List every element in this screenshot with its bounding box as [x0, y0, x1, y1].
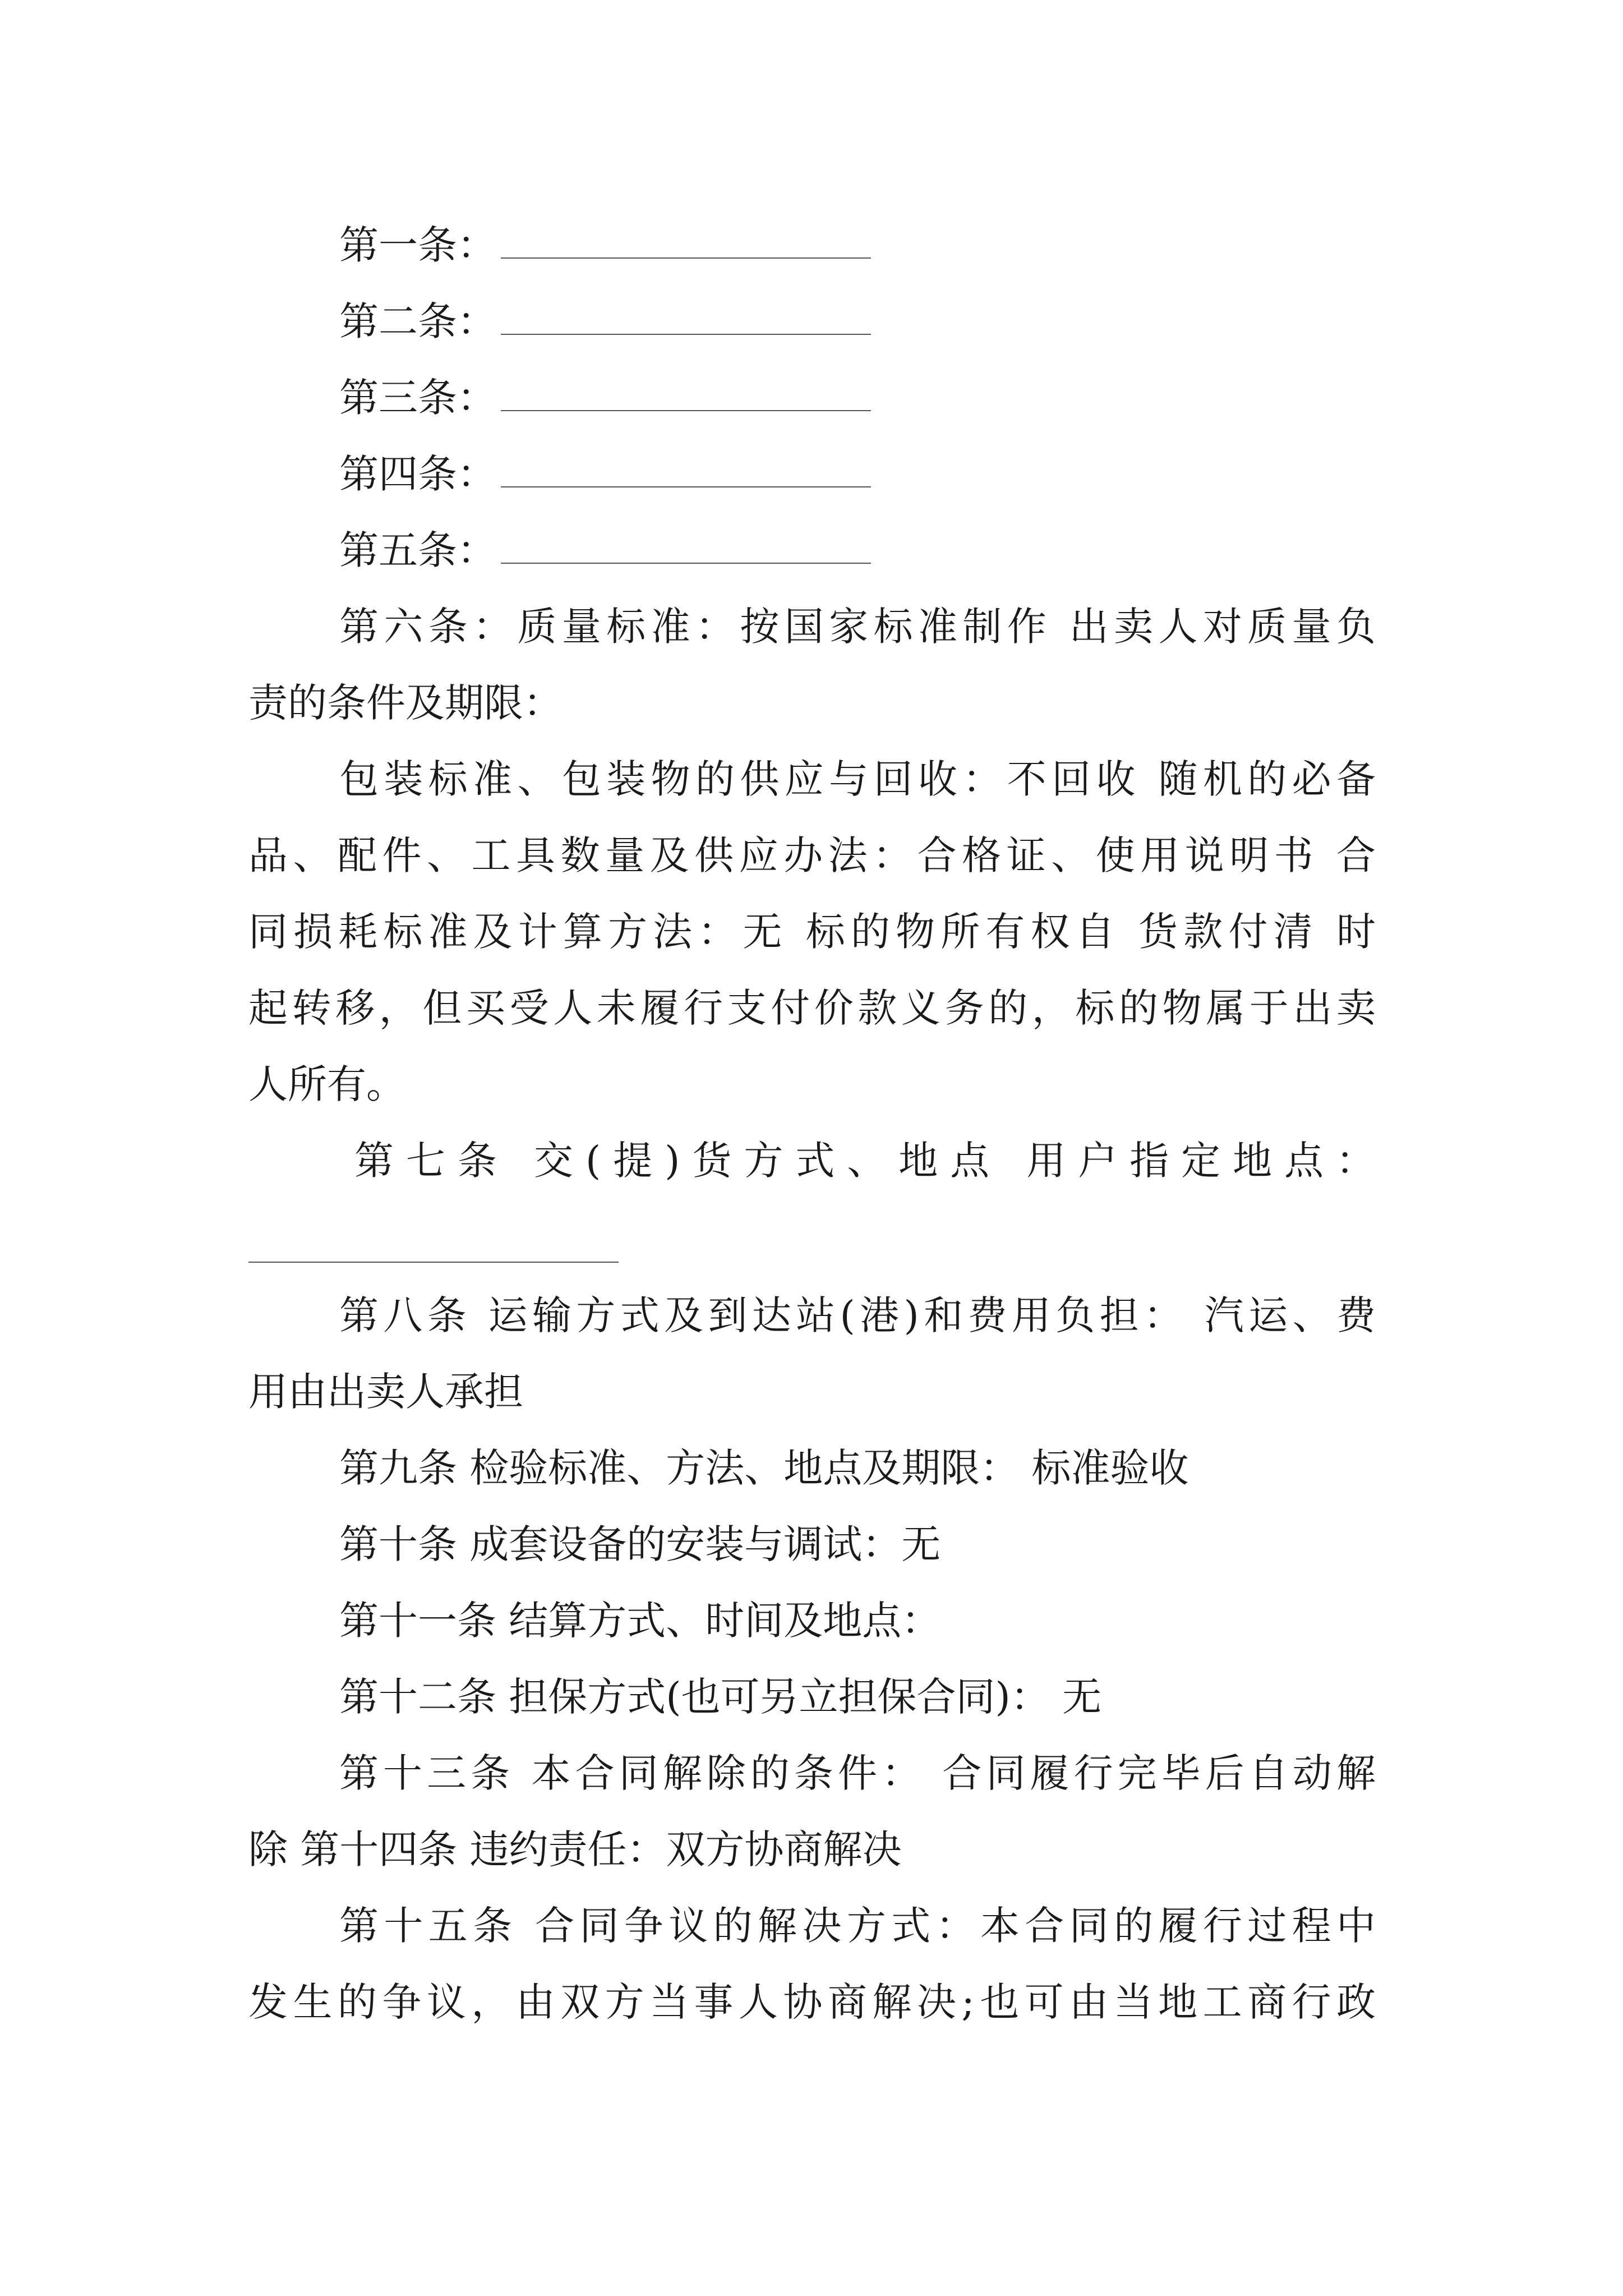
clause-8-line-1	[339, 1290, 1376, 1341]
packaging-line-4	[248, 983, 1376, 1033]
clause-1-label: 第一条：	[339, 222, 496, 268]
clause-4-blank	[501, 455, 871, 487]
clause-11-text: 第十一条 结算方式、时间及地点：	[339, 1598, 941, 1644]
packaging-line-5	[248, 1059, 405, 1110]
clause-13-line-1	[339, 1748, 1376, 1798]
clause-2	[339, 296, 871, 347]
packaging-text-5: 人所有。	[248, 1061, 405, 1107]
clause-3-label: 第三条：	[339, 375, 496, 421]
clause-8-line-2	[248, 1366, 523, 1417]
clause-2-blank	[501, 302, 871, 335]
clause-6-line-1	[339, 601, 1376, 652]
clause-12-line	[339, 1672, 1101, 1722]
packaging-line-2	[248, 830, 1376, 881]
clause-7-line	[354, 1135, 1375, 1186]
packaging-line-3	[248, 907, 1376, 957]
clause-12-text: 第十二条 担保方式(也可另立担保合同)： 无	[339, 1674, 1102, 1720]
clause-5	[339, 525, 871, 576]
clause-7-blank	[248, 1262, 619, 1263]
clause-10-line	[339, 1519, 940, 1570]
clause-15-line-1	[339, 1901, 1376, 1951]
clause-2-label: 第二条：	[339, 298, 496, 344]
clause-9-text: 第九条 检验标准、方法、地点及期限： 标准验收	[339, 1445, 1189, 1491]
clause-3	[339, 372, 871, 423]
clause-15-text-1: 第十五条 合同争议的解决方式：本合同的履行过程中	[339, 1903, 1376, 1949]
clause-6-text-2: 责的条件及期限：	[248, 680, 562, 726]
packaging-text-3: 同损耗标准及计算方法：无 标的物所有权自 货款付清 时	[248, 909, 1376, 955]
clause-4	[339, 449, 871, 499]
clause-8-text-2: 用由出卖人承担	[248, 1369, 523, 1415]
clause-15-text-2: 发生的争议，由双方当事人协商解决;也可由当地工商行政	[248, 1979, 1376, 2025]
clause-15-line-2	[248, 1977, 1376, 2027]
clause-6-line-2	[248, 678, 562, 728]
clause-13-text-2: 除 第十四条 违约责任：双方协商解决	[248, 1826, 902, 1872]
clause-3-blank	[501, 379, 871, 411]
clause-11-line	[339, 1595, 940, 1646]
clause-13-line-2	[248, 1824, 902, 1875]
clause-7-text: 第七条 交(提)货方式、地点 用户指定地点：	[354, 1138, 1375, 1184]
clause-8-text-1: 第八条 运输方式及到达站(港)和费用负担： 汽运、费	[339, 1292, 1376, 1338]
clause-6-text-1: 第六条：质量标准：按国家标准制作 出卖人对质量负	[339, 604, 1376, 650]
packaging-line-1	[339, 754, 1376, 804]
clause-10-text: 第十条 成套设备的安装与调试：无	[339, 1521, 941, 1567]
clause-4-label: 第四条：	[339, 451, 496, 497]
clause-1	[339, 220, 871, 270]
clause-5-label: 第五条：	[339, 527, 496, 573]
packaging-text-2: 品、配件、工具数量及供应办法：合格证、使用说明书 合	[248, 832, 1376, 878]
clause-9-line	[339, 1443, 1189, 1493]
packaging-text-1: 包装标准、包装物的供应与回收：不回收 随机的必备	[339, 756, 1376, 802]
clause-5-blank	[501, 531, 871, 564]
clause-13-text-1: 第十三条 本合同解除的条件： 合同履行完毕后自动解	[339, 1750, 1376, 1796]
packaging-text-4: 起转移，但买受人未履行支付价款义务的，标的物属于出卖	[248, 985, 1376, 1031]
clause-1-blank	[501, 226, 871, 259]
